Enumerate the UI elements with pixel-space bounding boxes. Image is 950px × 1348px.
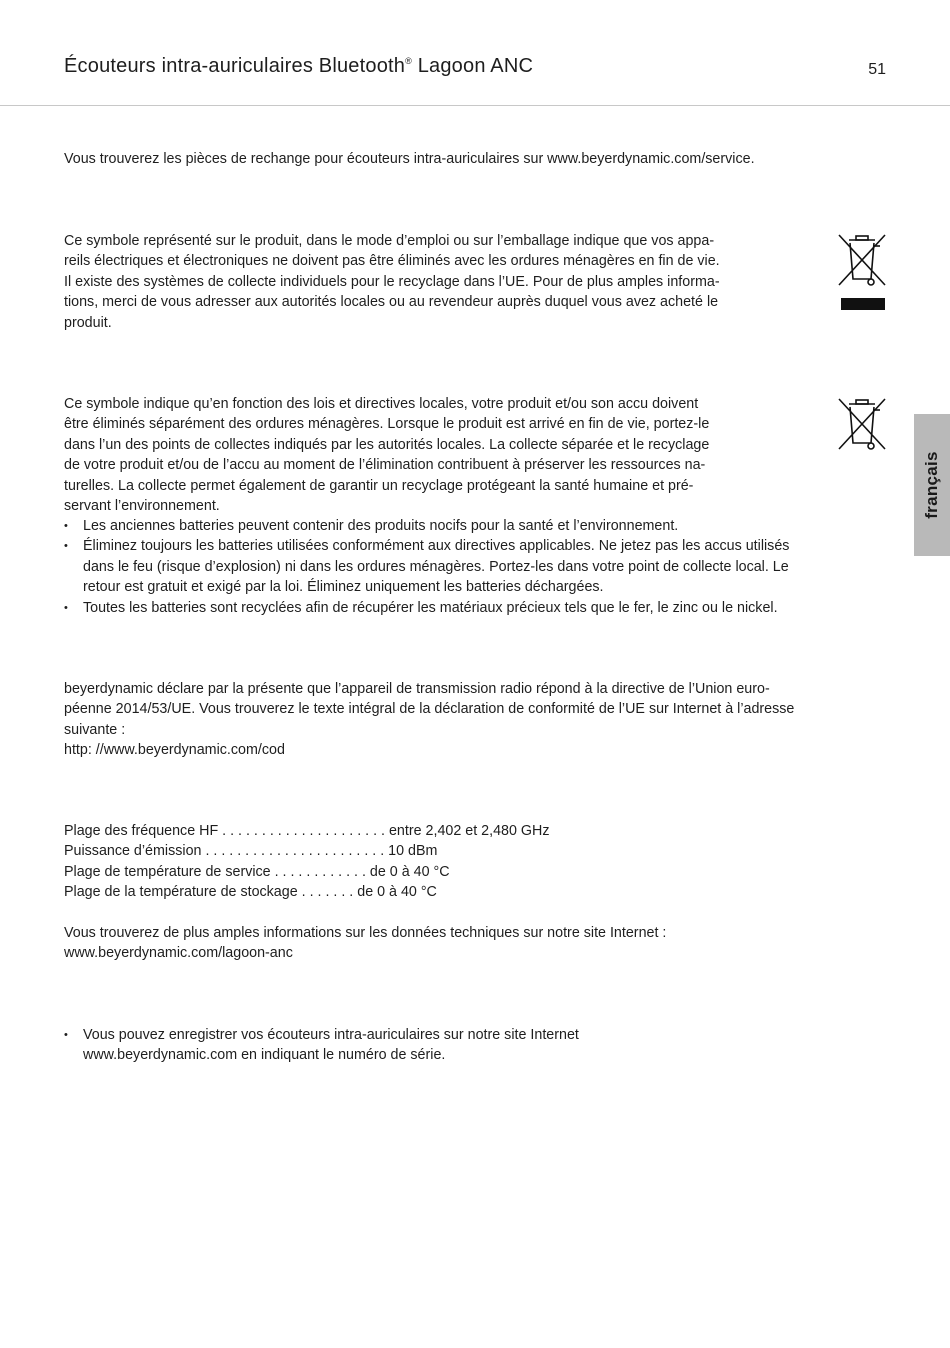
text-line: tions, merci de vous adresser aux autorités locales ou au revendeur auprès duquel vous avez acheté le (64, 294, 719, 311)
list-item (64, 598, 789, 618)
page-number: 51 (868, 61, 886, 78)
battery-bullet-list (64, 516, 789, 618)
crossed-out-wheelie-bin-with-bar-icon (836, 232, 888, 314)
text-line: péenne 2014/53/UE. Vous trouverez le texte intégral de la déclaration de conformité de l’UE sur Internet à l’adresse (64, 701, 795, 718)
declaration-paragraph (64, 679, 794, 761)
header-title-text: Écouteurs intra-auriculaires Bluetooth (64, 55, 406, 77)
battery-paragraph (64, 394, 709, 516)
crossed-out-wheelie-bin-icon (836, 396, 888, 456)
specs-list (64, 821, 550, 903)
header-divider (0, 105, 950, 106)
spare-parts-paragraph: Vous trouverez les pièces de rechange pour écouteurs intra-auriculaires sur www.beyerdynamic.com/service. (64, 151, 755, 167)
text-line: • Toutes les batteries sont recyclées afin de récupérer les matériaux précieux tels que le fer, le zinc ou le nickel. (83, 599, 778, 616)
text-line: Ce symbole représenté sur le produit, dans le mode d’emploi ou sur l’emballage indique que vos appa- (64, 233, 715, 249)
text-line: turelles. La collecte permet également de garantir un recyclage protégeant la santé humaine et pré- (64, 477, 694, 494)
text-line: www.beyerdynamic.com en indiquant le numéro de série. (83, 1047, 446, 1064)
language-tab (914, 414, 950, 556)
text-line: Ce symbole indique qu’en fonction des lois et directives locales, votre produit et/ou son accu doivent (64, 396, 699, 412)
text-line: dans l’un des points de collectes indiqués par les autorités locales. La collecte séparée et le recyclage (64, 436, 710, 453)
text-line: • Vous pouvez enregistrer vos écouteurs intra-auriculaires sur notre site Internet (83, 1027, 579, 1043)
text-line: retour est gratuit et exigé par la loi. Éliminez uniquement les batteries déchargées. (83, 579, 604, 596)
more-info-paragraph (64, 923, 666, 964)
text-line: suivante : (64, 721, 126, 738)
product-page-link[interactable]: www.beyerdynamic.com/lagoon-anc (64, 945, 293, 962)
list-item (64, 516, 789, 536)
text-line: de votre produit et/ou de l’accu au moment de l’élimination contribuent à préserver les ressources na- (64, 457, 706, 474)
text-line: • Éliminez toujours les batteries utilisées conformément aux directives applicables. Ne jetez pas les accus utilisés (83, 538, 790, 555)
text-line: beyerdynamic déclare par la présente que l’appareil de transmission radio répond à la directive de l’Union euro- (64, 681, 770, 697)
registration-bullet-list (64, 1025, 579, 1066)
text-line: Il existe des systèmes de collecte individuels pour le recyclage dans l’UE. Pour de plus amples informa- (64, 273, 720, 290)
spec-row-storage-temp: Plage de la température de stockage . . . . . . . de 0 à 40 °C (64, 884, 437, 901)
conformity-link[interactable]: http: //www.beyerdynamic.com/cod (64, 742, 285, 759)
list-item (64, 1025, 579, 1066)
language-tab-label: français (922, 451, 942, 519)
text-line: dans le feu (risque d’explosion) ni dans les ordures ménagères. Portez-les dans votre point de collecte local. Le (83, 558, 789, 575)
header-title-suffix: Lagoon ANC (411, 55, 534, 77)
text-line: reils électriques et électroniques ne doivent pas être éliminés avec les ordures ménagères en fin de vie. (64, 253, 720, 270)
list-item (64, 536, 789, 597)
text-line: • Les anciennes batteries peuvent contenir des produits nocifs pour la santé et l’environnement. (83, 518, 679, 534)
spec-row-operating-temp: Plage de température de service . . . . . . . . . . . . de 0 à 40 °C (64, 863, 450, 880)
spec-row-frequency: Plage des fréquence HF . . . . . . . . . . . . . . . . . . . . . entre 2,402 et 2,480 GHz (64, 823, 550, 839)
text-line: produit. (64, 314, 112, 331)
text-line: Vous trouverez de plus amples informations sur les données techniques sur notre site Internet : (64, 925, 667, 941)
text-line: servant l’environnement. (64, 498, 220, 515)
weee-paragraph (64, 231, 720, 333)
registered-mark: ® (405, 56, 412, 66)
spec-row-power: Puissance d’émission . . . . . . . . . . . . . . . . . . . . . . . 10 dBm (64, 843, 438, 860)
text-line: être éliminés séparément des ordures ménagères. Lorsque le produit est arrivé en fin de vie, portez-le (64, 416, 710, 433)
page-header-title (64, 55, 533, 78)
